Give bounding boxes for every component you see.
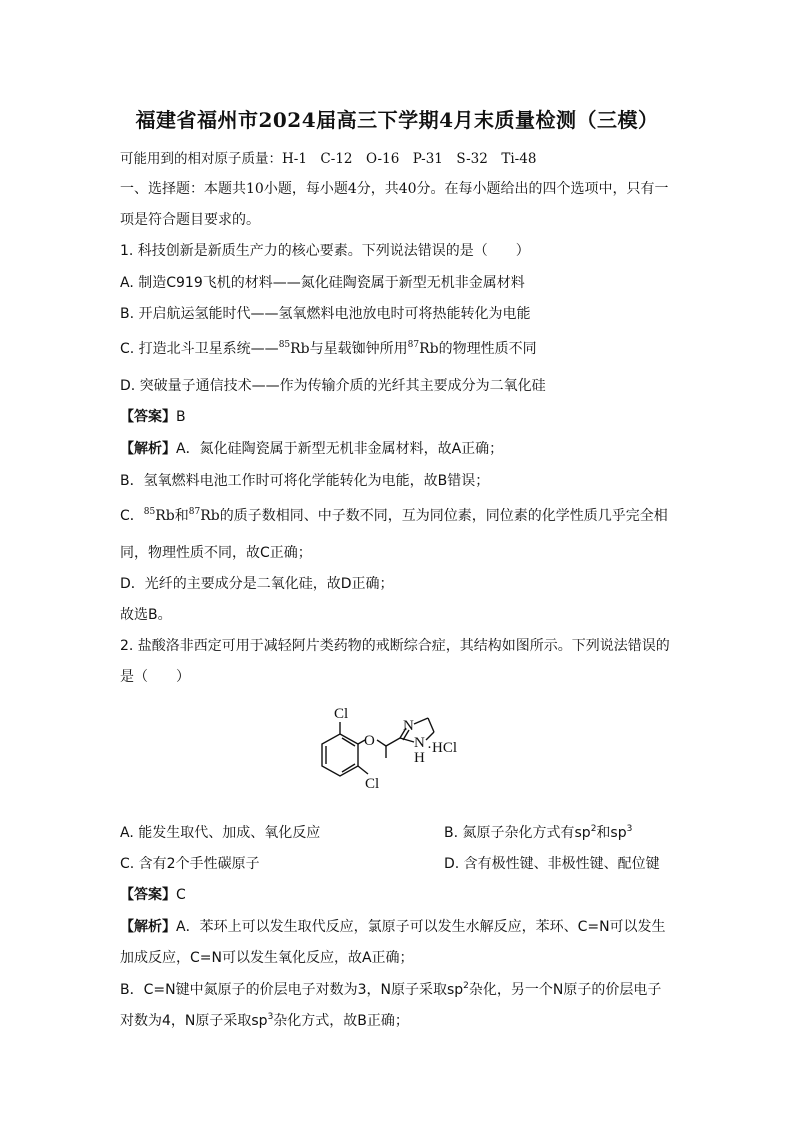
q1-option-a: A. 制造C919飞机的材料——氮化硅陶瓷属于新型无机非金属材料 — [120, 275, 525, 291]
superscript: 2 — [590, 824, 597, 834]
analysis-prefix: B．C=N键中氮原子的价层电子对数为3，N原子采取sp — [120, 982, 464, 998]
q2-option-a: A. 能发生取代、加成、氧化反应 — [120, 825, 321, 841]
section-heading-line2: 项是符合题目要求的。 — [120, 212, 260, 228]
q1-option-d: D. 突破量子通信技术——作为传输介质的光纤其主要成分为二氧化硅 — [120, 378, 546, 394]
q2-option-d: D. 含有极性键、非极性键、配位键 — [444, 856, 660, 872]
element-symbol: Rb — [419, 341, 439, 357]
nitrogen-label: N — [403, 718, 414, 734]
q2-stem-line1: 2. 盐酸洛非西定可用于减轻阿片类药物的戒断综合症，其结构如图所示。下列说法错误的 — [120, 638, 670, 654]
analysis-middle: 和 — [174, 508, 189, 524]
answer-value: C — [176, 887, 186, 903]
answer-label: 【答案】 — [120, 887, 176, 903]
analysis-suffix: 的质子数相同、中子数不同，互为同位素，同位素的化学性质几乎完全相 — [219, 508, 668, 524]
q2-stem-line2: 是（ ） — [120, 669, 190, 685]
hcl-label: ·HCl — [427, 740, 457, 756]
analysis-text: A．氮化硅陶瓷属于新型无机非金属材料，故A正确； — [176, 441, 504, 457]
option-b-middle: 和sp — [596, 825, 627, 841]
q1-answer — [120, 406, 186, 426]
chlorine-top-label: Cl — [334, 706, 349, 722]
superscript: 3 — [267, 1012, 274, 1022]
chlorine-bottom-label: Cl — [365, 776, 380, 792]
q2-analysis-line4 — [120, 1010, 409, 1030]
mass-number: 87 — [407, 340, 420, 350]
q1-analysis-line4: 同，物理性质不同，故C正确； — [120, 545, 312, 561]
mass-number: 85 — [143, 507, 156, 517]
q1-analysis-line3 — [120, 505, 668, 525]
oxygen-label: O — [364, 733, 375, 749]
q1-option-c-middle: 与星载铷钟所用 — [309, 341, 408, 357]
analysis-text: A．苯环上可以发生取代反应，氯原子可以发生水解反应，苯环、C=N可以发生 — [176, 919, 666, 935]
q1-analysis-line2: B．氢氧燃料电池工作时可将化学能转化为电能，故B错误； — [120, 473, 490, 489]
q1-analysis-line1 — [120, 438, 503, 458]
analysis-suffix: 杂化方式，故B正确； — [273, 1013, 409, 1029]
mass-number: 85 — [278, 340, 291, 350]
mass-number: 87 — [188, 507, 201, 517]
answer-label: 【答案】 — [120, 409, 176, 425]
superscript: 3 — [626, 824, 633, 834]
page-title: 福建省福州市2024届高三下学期4月末质量检测（三模） — [135, 108, 659, 132]
q2-analysis-line3 — [120, 979, 661, 999]
q1-option-c — [120, 338, 537, 358]
option-b-prefix: B. 氮原子杂化方式有sp — [444, 825, 591, 841]
element-symbol: Rb — [200, 508, 220, 524]
analysis-suffix: 杂化，另一个N原子的价层电子 — [468, 982, 662, 998]
q2-option-b — [444, 822, 632, 842]
atomic-masses: 可能用到的相对原子质量：H-1 C-12 O-16 P-31 S-32 Ti-48 — [120, 151, 537, 167]
section-heading-line1: 一、选择题：本题共10小题，每小题4分，共40分。在每小题给出的四个选项中，只有一 — [120, 181, 669, 197]
analysis-label: 【解析】 — [120, 919, 176, 935]
q2-answer — [120, 884, 186, 904]
element-symbol: Rb — [155, 508, 175, 524]
lofexidine-hydrochloride-structure — [310, 700, 490, 800]
answer-value: B — [176, 409, 186, 425]
q1-option-b: B. 开启航运氢能时代——氢氧燃料电池放电时可将热能转化为电能 — [120, 306, 531, 322]
superscript: 2 — [463, 981, 469, 991]
q1-analysis-line6: 故选B。 — [120, 607, 172, 623]
q1-option-c-prefix: C. 打造北斗卫星系统—— — [120, 341, 279, 357]
q1-option-c-suffix: 的物理性质不同 — [438, 341, 537, 357]
q1-stem: 1. 科技创新是新质生产力的核心要素。下列说法错误的是（ ） — [120, 243, 530, 259]
element-symbol: Rb — [290, 341, 310, 357]
q2-analysis-line1 — [120, 916, 666, 936]
q2-analysis-line2: 加成反应，C=N可以发生氧化反应，故A正确； — [120, 950, 414, 966]
nh-hydrogen-label: H — [414, 750, 425, 766]
analysis-prefix: C． — [120, 508, 144, 524]
analysis-prefix: 对数为4，N原子采取sp — [120, 1013, 268, 1029]
q2-option-c: C. 含有2个手性碳原子 — [120, 856, 260, 872]
analysis-label: 【解析】 — [120, 441, 176, 457]
q1-analysis-line5: D．光纤的主要成分是二氧化硅，故D正确； — [120, 576, 394, 592]
nh-nitrogen-label: N — [414, 735, 425, 751]
